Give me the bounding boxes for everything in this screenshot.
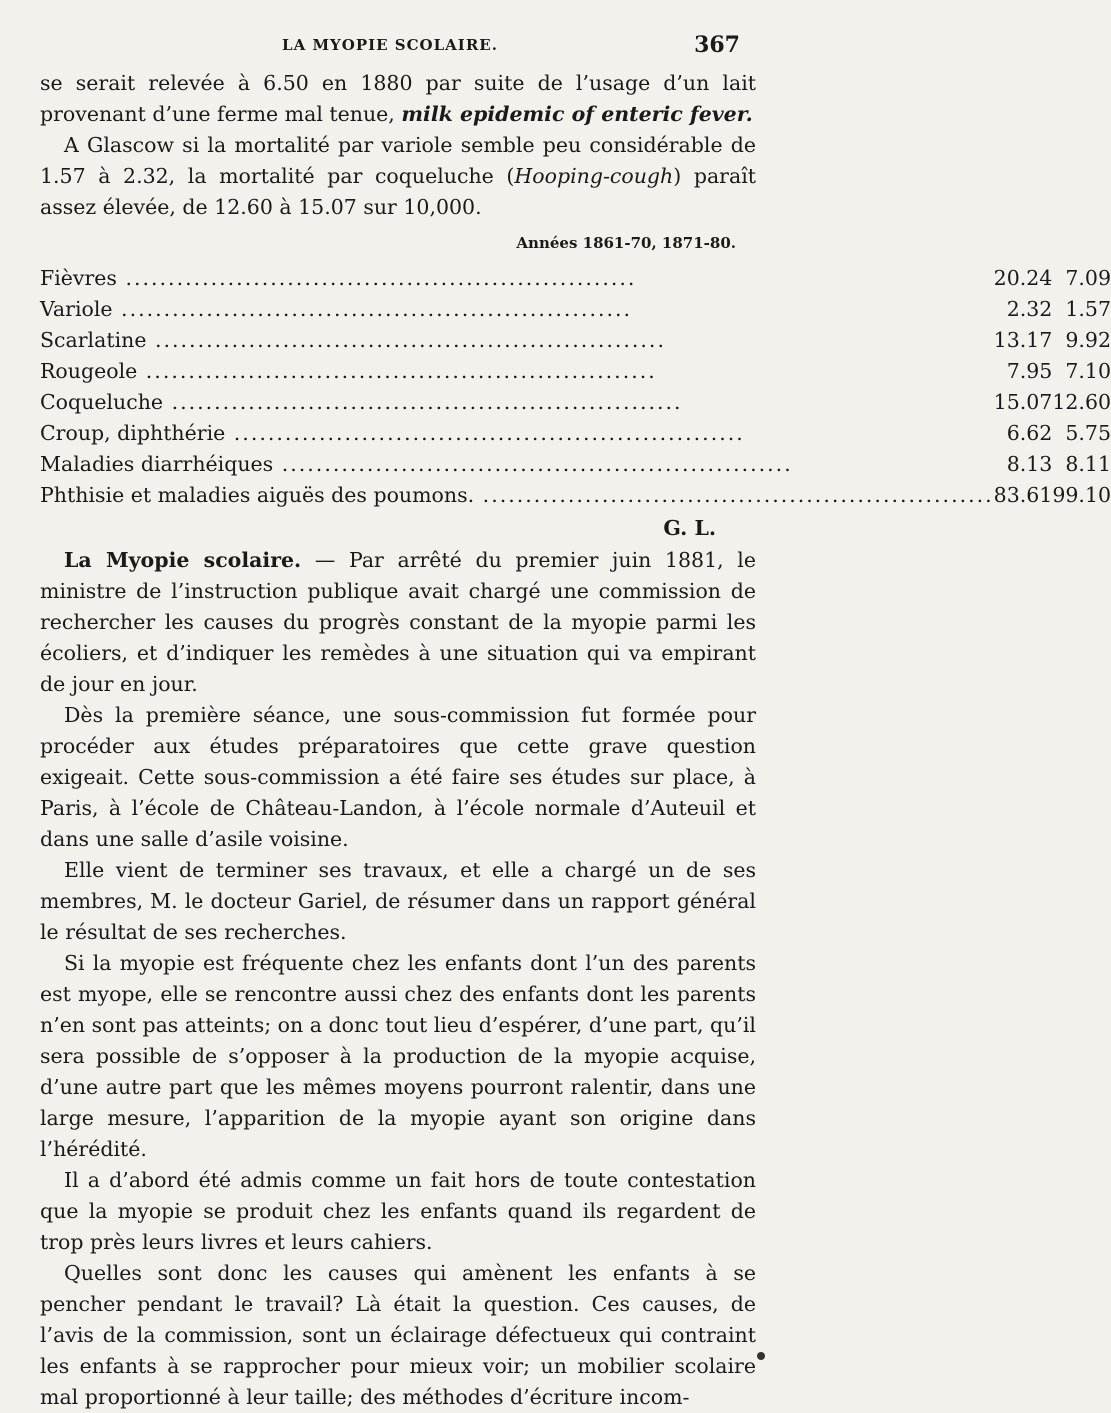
- running-title: LA MYOPIE SCOLAIRE.: [282, 36, 498, 54]
- value-1871-80: 7.10: [1065, 359, 1111, 383]
- signature: G. L.: [663, 516, 716, 540]
- table-row: [40, 294, 1111, 325]
- table-row: [40, 325, 1111, 356]
- section-paragraph-2: Dès la première séance, une sous-commission fut formée pour procéder aux études préparatoires que cette grave question exigeait. Cette sous-commission a été faire ses études sur place, à Paris, à l’école de Château-Landon, à l’école normale d’Auteuil et dans une salle d’asile voisine.: [40, 703, 756, 851]
- row-label: [40, 449, 994, 480]
- value-1861-70: 83.61: [993, 483, 1053, 507]
- table-row: [40, 449, 1111, 480]
- leader-dots: ............................................................: [163, 390, 683, 414]
- value-1871-80: 9.92: [1065, 328, 1111, 352]
- intro-text-2b: ) paraît assez élevée, de 12.60 à 15.07 sur 10,000.: [40, 164, 756, 219]
- leader-dots: ............................................................: [225, 421, 745, 445]
- section-heading: La Myopie scolaire.: [64, 548, 302, 572]
- row-label: [40, 263, 994, 294]
- value-1861-70: 2.32: [1006, 297, 1053, 321]
- leader-dots: ............................................................: [474, 483, 994, 507]
- section-paragraph-5: Il a d’abord été admis comme un fait hors de toute contestation que la myopie se produit chez les enfants quand ils regardent de trop près leurs livres et leurs cahiers.: [40, 1168, 756, 1254]
- row-label: [40, 294, 994, 325]
- page-header: [40, 30, 740, 60]
- section-paragraph-1: [40, 545, 756, 700]
- row-label-text: Phthisie et maladies aiguës des poumons.: [40, 483, 475, 507]
- value-1871-80: 99.10: [1052, 483, 1111, 507]
- row-label: [40, 418, 994, 449]
- table-years-header: Années 1861-70, 1871-80.: [516, 234, 736, 252]
- table-row: [40, 356, 1111, 387]
- leader-dots: ............................................................: [273, 452, 793, 476]
- intro-paragraph-2: [40, 130, 756, 223]
- leader-dots: ............................................................: [146, 328, 666, 352]
- ink-spot: [757, 1352, 765, 1360]
- leader-dots: ............................................................: [116, 266, 637, 290]
- value-1871-80: 1.57: [1065, 297, 1111, 321]
- section-paragraph-6: Quelles sont donc les causes qui amènent les enfants à se pencher pendant le travail? Là était la question. Ces causes, de l’avis de la commission, sont un éclairage défectueux qui contraint les enfants à se rapprocher pour mieux voir; un mobilier scolaire mal proportionné à leur taille; des méthodes d’écriture incom-: [40, 1261, 756, 1409]
- intro-text-2a: A Glascow si la mortalité par variole semble peu considérable de 1.57 à 2.32, la mortalité par coqueluche (: [40, 133, 756, 188]
- row-label: [40, 325, 994, 356]
- table-row: [40, 263, 1111, 294]
- section-paragraph-3: Elle vient de terminer ses travaux, et elle a chargé un de ses membres, M. le docteur Gariel, de résumer dans un rapport général le résultat de ses recherches.: [40, 858, 756, 944]
- row-label: [40, 387, 994, 418]
- page-body: [40, 68, 1111, 1413]
- intro-italic-1: milk epidemic of enteric fever.: [401, 102, 753, 126]
- value-1861-70: 20.24: [993, 266, 1053, 290]
- section-paragraph-4: Si la myopie est fréquente chez les enfants dont l’un des parents est myope, elle se rencontre aussi chez des enfants dont les parents n’en sont pas atteints; on a donc tout lieu d’espérer, d’une part, qu’il sera possible de s’opposer à la production de la myopie acquise, d’une autre part que les mêmes moyens pourront ralentir, dans une large mesure, l’apparition de la myopie ayant son origine dans l’hérédité.: [40, 951, 756, 1161]
- leader-dots: ............................................................: [112, 297, 633, 321]
- table-row: [40, 418, 1111, 449]
- row-label-text: Scarlatine: [40, 328, 147, 352]
- value-1871-80: 7.09: [1065, 266, 1111, 290]
- row-label: [40, 356, 994, 387]
- section-text-1: — Par arrêté du premier juin 1881, le ministre de l’instruction publique avait chargé une commission de rechercher les causes du progrès constant de la myopie parmi les écoliers, et d’indiquer les remèdes à une situation qui va empirant de jour en jour.: [40, 548, 756, 696]
- table-row: [40, 480, 1111, 511]
- row-label-text: Croup, diphthérie: [40, 421, 226, 445]
- mortality-table: [40, 263, 1111, 511]
- value-1861-70: 13.17: [993, 328, 1053, 352]
- row-label-text: Rougeole: [40, 359, 138, 383]
- row-label-text: Maladies diarrhéiques: [40, 452, 274, 476]
- intro-paragraph-1: [40, 68, 756, 130]
- table-row: [40, 387, 1111, 418]
- intro-text-1: se serait relevée à 6.50 en 1880 par suite de l’usage d’un lait provenant d’une ferme mal tenue,: [40, 71, 756, 126]
- row-label: [40, 480, 994, 511]
- row-label-text: Coqueluche: [40, 390, 164, 414]
- value-1871-80: 12.60: [1052, 390, 1111, 414]
- value-1861-70: 7.95: [1006, 359, 1053, 383]
- value-1861-70: 15.07: [993, 390, 1053, 414]
- value-1861-70: 6.62: [1006, 421, 1053, 445]
- page-number: 367: [694, 32, 740, 58]
- value-1871-80: 5.75: [1065, 421, 1111, 445]
- intro-italic-2: Hooping-cough: [514, 164, 674, 188]
- row-label-text: Fièvres: [40, 266, 117, 290]
- row-label-text: Variole: [40, 297, 113, 321]
- value-1861-70: 8.13: [1006, 452, 1053, 476]
- value-1871-80: 8.11: [1065, 452, 1111, 476]
- leader-dots: ............................................................: [137, 359, 657, 383]
